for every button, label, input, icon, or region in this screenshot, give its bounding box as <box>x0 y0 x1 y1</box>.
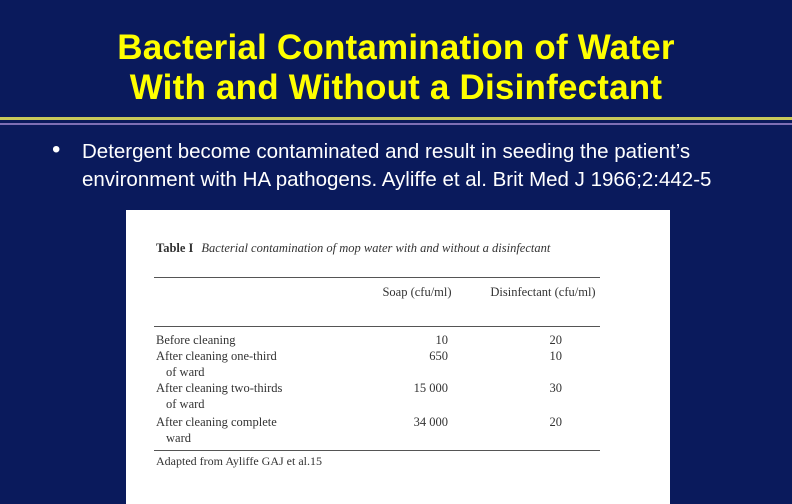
table-row-label-cont: of ward <box>166 397 205 411</box>
table-top-rule <box>154 277 600 278</box>
column-header-soap: Soap (cfu/ml) <box>382 285 452 299</box>
table-caption-text: Bacterial contamination of mop water with and without a disinfectant <box>201 241 551 255</box>
table-row-label-cont: of ward <box>166 365 205 379</box>
table-cell-soap: 650 <box>429 349 448 363</box>
table-row-label: After cleaning two-thirds <box>156 381 283 395</box>
slide-title <box>0 28 792 108</box>
table-row-label: After cleaning one-third <box>156 349 277 363</box>
table-row-label: After cleaning complete <box>156 415 277 429</box>
bullet-icon: • <box>52 136 61 163</box>
table-label: Table I <box>156 241 194 255</box>
title-line-2: With and Without a Disinfectant <box>129 68 663 107</box>
table-row-label: Before cleaning <box>156 333 236 347</box>
table-cell-soap: 10 <box>435 333 448 347</box>
table-cell-disinfectant: 30 <box>549 381 562 395</box>
table-image <box>126 210 670 504</box>
table-cell-disinfectant: 10 <box>549 349 562 363</box>
table-cell-soap: 15 000 <box>413 381 448 395</box>
table-cell-disinfectant: 20 <box>549 415 562 429</box>
table-cell-soap: 34 000 <box>413 415 448 429</box>
table-row-label-cont: ward <box>166 431 191 445</box>
table-footnote: Adapted from Ayliffe GAJ et al.15 <box>156 454 322 468</box>
title-divider-violet <box>0 123 792 125</box>
table-header-rule <box>154 326 600 327</box>
column-header-disinfectant: Disinfectant (cfu/ml) <box>490 285 596 299</box>
table-cell-disinfectant: 20 <box>549 333 562 347</box>
table-caption <box>156 240 626 257</box>
title-divider-gold <box>0 117 792 120</box>
bullet-text: Detergent become contaminated and result in seeding the patient’s environment with HA pathogens. Ayliffe et al. Brit Med J 1966;2:442-5 <box>82 140 712 191</box>
table-bottom-rule <box>154 450 600 451</box>
title-line-1: Bacterial Contamination of Water <box>117 28 675 67</box>
